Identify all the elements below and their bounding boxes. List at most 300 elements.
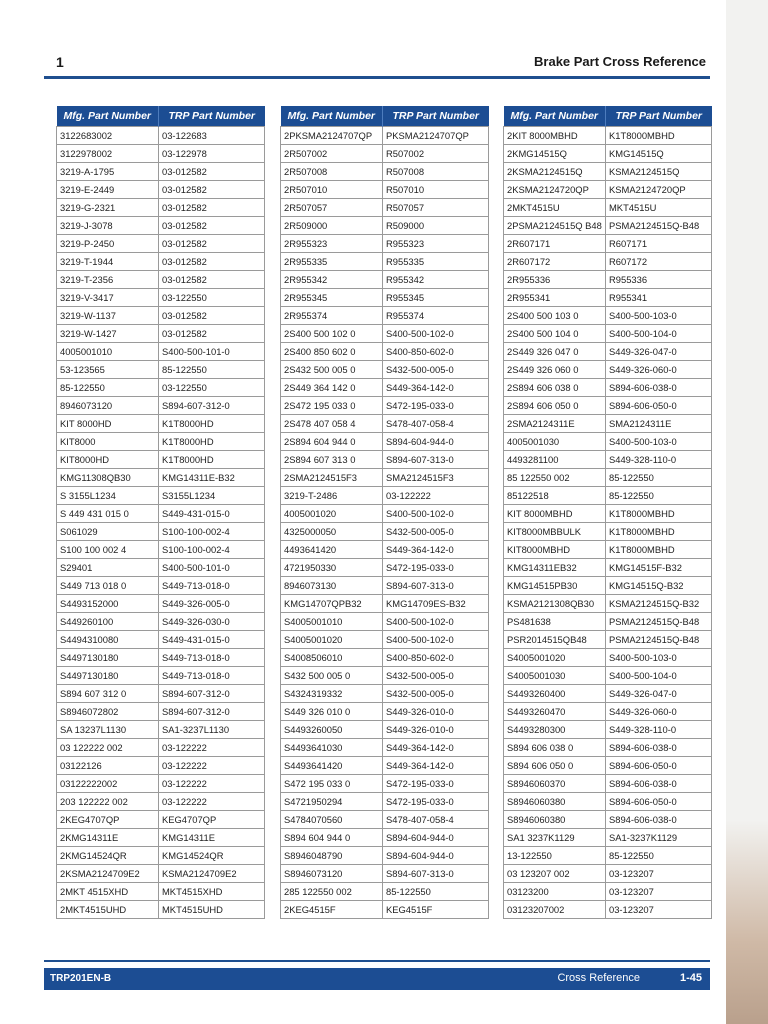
mfg-part-number-cell: S 449 431 015 0 [57,505,159,523]
mfg-part-number-cell: 4493641420 [281,541,383,559]
table-row [281,325,489,343]
table-row [504,649,712,667]
mfg-part-number-cell: S4324319332 [281,685,383,703]
table-row [57,379,265,397]
table-row [57,127,265,145]
mfg-part-number-cell: 2S400 500 103 0 [504,307,606,325]
column-header-mfg: Mfg. Part Number [281,106,383,127]
mfg-part-number-cell: 2R955323 [281,235,383,253]
mfg-part-number-cell: 2R955335 [281,253,383,271]
trp-part-number-cell: R955342 [383,271,489,289]
table-row [504,199,712,217]
cross-reference-table-3 [503,106,712,919]
footer-bar [44,968,710,990]
mfg-part-number-cell: 2MKT 4515XHD [57,883,159,901]
mfg-part-number-cell: KIT8000 [57,433,159,451]
table-row [281,505,489,523]
mfg-part-number-cell: 03122126 [57,757,159,775]
table-row [281,739,489,757]
trp-part-number-cell: R507010 [383,181,489,199]
mfg-part-number-cell: 85-122550 [57,379,159,397]
trp-part-number-cell: S449-364-142-0 [383,757,489,775]
trp-part-number-cell: S432-500-005-0 [383,361,489,379]
mfg-part-number-cell: S061029 [57,523,159,541]
mfg-part-number-cell: KIT8000MBHD [504,541,606,559]
mfg-part-number-cell: S894 604 944 0 [281,829,383,847]
trp-part-number-cell: 03-122550 [159,379,265,397]
table-row [504,793,712,811]
trp-part-number-cell: MKT4515U [606,199,712,217]
mfg-part-number-cell: S4005001020 [281,631,383,649]
header-rule [44,76,710,79]
trp-part-number-cell: S449-713-018-0 [159,649,265,667]
mfg-part-number-cell: 2S449 326 060 0 [504,361,606,379]
mfg-part-number-cell: 2R507008 [281,163,383,181]
column-header-mfg: Mfg. Part Number [504,106,606,127]
trp-part-number-cell: S400-850-602-0 [383,343,489,361]
mfg-part-number-cell: S8946060380 [504,793,606,811]
mfg-part-number-cell: S4493260400 [504,685,606,703]
table-row [504,217,712,235]
trp-part-number-cell: KMG14524QR [159,847,265,865]
table-row [504,271,712,289]
mfg-part-number-cell: 2KEG4515F [281,901,383,919]
table-row [57,469,265,487]
mfg-part-number-cell: KMG11308QB30 [57,469,159,487]
table-row [57,649,265,667]
trp-part-number-cell: S478-407-058-4 [383,415,489,433]
mfg-part-number-cell: 2MKT4515UHD [57,901,159,919]
table-row [504,487,712,505]
mfg-part-number-cell: 4493281100 [504,451,606,469]
mfg-part-number-cell: KMG14311EB32 [504,559,606,577]
table-row [504,361,712,379]
table-row [57,181,265,199]
mfg-part-number-cell: 2R509000 [281,217,383,235]
trp-part-number-cell: S894-607-313-0 [383,577,489,595]
table-row [57,217,265,235]
mfg-part-number-cell: 3219-T-2356 [57,271,159,289]
trp-part-number-cell: S400-500-103-0 [606,307,712,325]
trp-part-number-cell: KMG14709ES-B32 [383,595,489,613]
table-row [504,433,712,451]
table-row [281,685,489,703]
table-row [57,631,265,649]
table-row [504,847,712,865]
mfg-part-number-cell: S8946048790 [281,847,383,865]
mfg-part-number-cell: KIT8000MBBULK [504,523,606,541]
trp-part-number-cell: S3155L1234 [159,487,265,505]
table-row [504,541,712,559]
mfg-part-number-cell: 203 122222 002 [57,793,159,811]
table-row [504,325,712,343]
table-row [57,343,265,361]
trp-part-number-cell: R507057 [383,199,489,217]
table-row [281,559,489,577]
trp-part-number-cell: S449-328-110-0 [606,721,712,739]
trp-part-number-cell: 03-012582 [159,235,265,253]
table-row [281,145,489,163]
trp-part-number-cell: S894-604-944-0 [383,433,489,451]
table-row [281,577,489,595]
table-row [57,271,265,289]
mfg-part-number-cell: 4325000050 [281,523,383,541]
table-row [57,595,265,613]
trp-part-number-cell: S432-500-005-0 [383,685,489,703]
trp-part-number-cell: K1T8000MBHD [606,541,712,559]
table-row [57,253,265,271]
table-row [57,325,265,343]
table-row [281,847,489,865]
mfg-part-number-cell: 3219-G-2321 [57,199,159,217]
mfg-part-number-cell: 2R607172 [504,253,606,271]
mfg-part-number-cell: 8946073120 [57,397,159,415]
mfg-part-number-cell: S4721950294 [281,793,383,811]
mfg-part-number-cell: S4005001020 [504,649,606,667]
trp-part-number-cell: S400-500-102-0 [383,505,489,523]
mfg-part-number-cell: KMG14515PB30 [504,577,606,595]
table-row [504,469,712,487]
table-row [281,595,489,613]
trp-part-number-cell: R955345 [383,289,489,307]
table-row [281,307,489,325]
trp-part-number-cell: K1T8000HD [159,433,265,451]
table-row [504,379,712,397]
trp-part-number-cell: KSMA2124709E2 [159,865,265,883]
trp-part-number-cell: S449-326-030-0 [159,613,265,631]
page-footer [44,960,710,1000]
mfg-part-number-cell: KIT 8000HD [57,415,159,433]
trp-part-number-cell: S894-606-050-0 [606,757,712,775]
trp-part-number-cell: KEG4707QP [159,811,265,829]
table-row [504,145,712,163]
mfg-part-number-cell: 3219-E-2449 [57,181,159,199]
table-row [281,451,489,469]
table-row [504,613,712,631]
table-row [57,901,265,919]
mfg-part-number-cell: S4005001010 [281,613,383,631]
mfg-part-number-cell: S100 100 002 4 [57,541,159,559]
table-row [281,235,489,253]
table-row [281,415,489,433]
trp-part-number-cell: S894-606-050-0 [606,793,712,811]
table-row [281,217,489,235]
trp-part-number-cell: S894-604-944-0 [383,847,489,865]
table-row [281,127,489,145]
table-row [281,289,489,307]
trp-part-number-cell: 03-122222 [159,775,265,793]
mfg-part-number-cell: S4493641420 [281,757,383,775]
table-row [504,595,712,613]
trp-part-number-cell: R955374 [383,307,489,325]
table-row [504,451,712,469]
column-header-trp: TRP Part Number [159,106,265,127]
side-band-shade [726,820,768,1024]
mfg-part-number-cell: 4721950330 [281,559,383,577]
mfg-part-number-cell: 2KSMA2124709E2 [57,865,159,883]
mfg-part-number-cell: 2S472 195 033 0 [281,397,383,415]
trp-part-number-cell: SMA2124515F3 [383,469,489,487]
table-row [504,415,712,433]
mfg-part-number-cell: S4784070560 [281,811,383,829]
mfg-part-number-cell: 2R507057 [281,199,383,217]
trp-part-number-cell: S894-606-050-0 [606,397,712,415]
trp-part-number-cell: K1T8000MBHD [606,127,712,145]
table-row [281,883,489,901]
table-row [57,721,265,739]
trp-part-number-cell: S100-100-002-4 [159,541,265,559]
trp-part-number-cell: S894-607-312-0 [159,703,265,721]
trp-part-number-cell: KSMA2124515Q [606,163,712,181]
table-row [281,865,489,883]
mfg-part-number-cell: S4493260050 [281,721,383,739]
trp-part-number-cell: S894-606-038-0 [606,811,712,829]
mfg-part-number-cell: S29401 [57,559,159,577]
mfg-part-number-cell: 2R955341 [504,289,606,307]
table-row [281,433,489,451]
mfg-part-number-cell: 2S894 606 038 0 [504,379,606,397]
mfg-part-number-cell: 2S449 326 047 0 [504,343,606,361]
table-row [504,307,712,325]
table-row [57,613,265,631]
page-header [44,45,710,79]
mfg-part-number-cell: 03122222002 [57,775,159,793]
trp-part-number-cell: 03-122222 [159,757,265,775]
table-row [504,397,712,415]
mfg-part-number-cell: SA 13237L1130 [57,721,159,739]
mfg-part-number-cell: PSR2014515QB48 [504,631,606,649]
table-row [57,739,265,757]
mfg-part-number-cell: PS481638 [504,613,606,631]
mfg-part-number-cell: 2R955336 [504,271,606,289]
trp-part-number-cell: 85-122550 [606,487,712,505]
mfg-part-number-cell: 3219-V-3417 [57,289,159,307]
trp-part-number-cell: SA1-3237L1130 [159,721,265,739]
column-header-trp: TRP Part Number [383,106,489,127]
table-row [281,775,489,793]
mfg-part-number-cell: S449 713 018 0 [57,577,159,595]
footer-section-title: Cross Reference [557,972,640,984]
table-row [57,541,265,559]
page-number: 1 [56,54,64,70]
table-row [504,631,712,649]
trp-part-number-cell: R955323 [383,235,489,253]
trp-part-number-cell: 03-012582 [159,307,265,325]
table-row [504,289,712,307]
table-row [281,901,489,919]
mfg-part-number-cell: 3122978002 [57,145,159,163]
trp-part-number-cell: K1T8000MBHD [606,505,712,523]
trp-part-number-cell: R509000 [383,217,489,235]
trp-part-number-cell: S894-604-944-0 [383,829,489,847]
mfg-part-number-cell: 4005001020 [281,505,383,523]
trp-part-number-cell: SMA2124311E [606,415,712,433]
trp-part-number-cell: S400-500-103-0 [606,433,712,451]
mfg-part-number-cell: 03123200 [504,883,606,901]
mfg-part-number-cell: 2PSMA2124515Q B48 [504,217,606,235]
table-row [57,811,265,829]
mfg-part-number-cell: 3219-A-1795 [57,163,159,181]
table-row [57,703,265,721]
table-row [281,721,489,739]
trp-part-number-cell: S400-500-103-0 [606,649,712,667]
mfg-part-number-cell: 2R507002 [281,145,383,163]
mfg-part-number-cell: 2KMG14515Q [504,145,606,163]
table-row [57,757,265,775]
trp-part-number-cell: KSMA2124720QP [606,181,712,199]
table-row [281,811,489,829]
table-row [57,505,265,523]
table-row [57,163,265,181]
mfg-part-number-cell: 2S432 500 005 0 [281,361,383,379]
table-row [57,361,265,379]
table-row [281,829,489,847]
mfg-part-number-cell: 2KMG14311E [57,829,159,847]
mfg-part-number-cell: S4493260470 [504,703,606,721]
column-header-trp: TRP Part Number [606,106,712,127]
trp-part-number-cell: PSMA2124515Q-B48 [606,217,712,235]
trp-part-number-cell: S449-713-018-0 [159,667,265,685]
trp-part-number-cell: 03-012582 [159,253,265,271]
trp-part-number-cell: 85-122550 [606,469,712,487]
trp-part-number-cell: PKSMA2124707QP [383,127,489,145]
mfg-part-number-cell: SA1 3237K1129 [504,829,606,847]
trp-part-number-cell: R955341 [606,289,712,307]
table-row [281,343,489,361]
footer-page-number: 1-45 [679,972,702,984]
table-row [281,631,489,649]
mfg-part-number-cell: S4497130180 [57,649,159,667]
table-row [57,307,265,325]
mfg-part-number-cell: 03 123207 002 [504,865,606,883]
table-row [57,847,265,865]
mfg-part-number-cell: 4005001010 [57,343,159,361]
table-row [281,361,489,379]
cross-reference-table-1 [56,106,265,919]
table-row [57,559,265,577]
table-row [57,415,265,433]
mfg-part-number-cell: 2MKT4515U [504,199,606,217]
table-row [57,577,265,595]
table-row [504,829,712,847]
table-row [504,667,712,685]
trp-part-number-cell: K1T8000MBHD [606,523,712,541]
mfg-part-number-cell: 2S449 364 142 0 [281,379,383,397]
mfg-part-number-cell: 2R955342 [281,271,383,289]
trp-part-number-cell: S400-500-104-0 [606,325,712,343]
trp-part-number-cell: S432-500-005-0 [383,523,489,541]
mfg-part-number-cell: KMG14707QPB32 [281,595,383,613]
mfg-part-number-cell: S894 606 050 0 [504,757,606,775]
mfg-part-number-cell: S8946060370 [504,775,606,793]
trp-part-number-cell: S449-326-060-0 [606,703,712,721]
trp-part-number-cell: 03-123207 [606,901,712,919]
table-row [504,901,712,919]
mfg-part-number-cell: 3122683002 [57,127,159,145]
table-row [504,253,712,271]
mfg-part-number-cell: S 3155L1234 [57,487,159,505]
page-title: Brake Part Cross Reference [534,54,706,69]
trp-part-number-cell: 03-122683 [159,127,265,145]
trp-part-number-cell: S894-607-313-0 [383,451,489,469]
table-row [504,721,712,739]
table-row [281,163,489,181]
table-row [281,649,489,667]
trp-part-number-cell: KMG14311E [159,829,265,847]
trp-part-number-cell: 03-012582 [159,181,265,199]
trp-part-number-cell: 03-012582 [159,325,265,343]
trp-part-number-cell: S449-431-015-0 [159,631,265,649]
table-row [281,793,489,811]
table-row [57,793,265,811]
table-row [504,505,712,523]
mfg-part-number-cell: 3219-T-1944 [57,253,159,271]
table-row [504,163,712,181]
mfg-part-number-cell: 2S894 606 050 0 [504,397,606,415]
trp-part-number-cell: S449-364-142-0 [383,541,489,559]
table-row [504,235,712,253]
mfg-part-number-cell: KSMA2121308QB30 [504,595,606,613]
trp-part-number-cell: PSMA2124515Q-B48 [606,613,712,631]
trp-part-number-cell: S449-364-142-0 [383,379,489,397]
table-row [504,865,712,883]
mfg-part-number-cell: 3219-W-1427 [57,325,159,343]
trp-part-number-cell: S400-500-102-0 [383,613,489,631]
table-row [57,775,265,793]
mfg-part-number-cell: 2KSMA2124515Q [504,163,606,181]
trp-part-number-cell: S894-606-038-0 [606,739,712,757]
table-row [281,523,489,541]
table-row [281,397,489,415]
table-row [57,289,265,307]
trp-part-number-cell: 03-123207 [606,883,712,901]
trp-part-number-cell: S432-500-005-0 [383,667,489,685]
mfg-part-number-cell: 85122518 [504,487,606,505]
trp-part-number-cell: KMG14515F-B32 [606,559,712,577]
mfg-part-number-cell: 2S400 500 102 0 [281,325,383,343]
trp-part-number-cell: S449-326-047-0 [606,685,712,703]
mfg-part-number-cell: S4494310080 [57,631,159,649]
mfg-part-number-cell: 2KSMA2124720QP [504,181,606,199]
mfg-part-number-cell: 3219-T-2486 [281,487,383,505]
trp-part-number-cell: 03-012582 [159,163,265,181]
trp-part-number-cell: S894-606-038-0 [606,379,712,397]
trp-part-number-cell: 03-122222 [383,487,489,505]
table-row [281,703,489,721]
mfg-part-number-cell: S449260100 [57,613,159,631]
trp-part-number-cell: S894-607-312-0 [159,397,265,415]
trp-part-number-cell: 03-012582 [159,217,265,235]
mfg-part-number-cell: S4493152000 [57,595,159,613]
table-row [504,127,712,145]
mfg-part-number-cell: S894 607 312 0 [57,685,159,703]
mfg-part-number-cell: 03123207002 [504,901,606,919]
mfg-part-number-cell: S4493641030 [281,739,383,757]
trp-part-number-cell: S449-326-010-0 [383,721,489,739]
trp-part-number-cell: S472-195-033-0 [383,793,489,811]
mfg-part-number-cell: 2PKSMA2124707QP [281,127,383,145]
trp-part-number-cell: R955335 [383,253,489,271]
table-row [57,685,265,703]
trp-part-number-cell: S449-326-005-0 [159,595,265,613]
table-row [57,883,265,901]
table-row [281,199,489,217]
table-row [281,469,489,487]
trp-part-number-cell: 03-123207 [606,865,712,883]
table-row [57,235,265,253]
trp-part-number-cell: 03-122550 [159,289,265,307]
mfg-part-number-cell: 3219-P-2450 [57,235,159,253]
